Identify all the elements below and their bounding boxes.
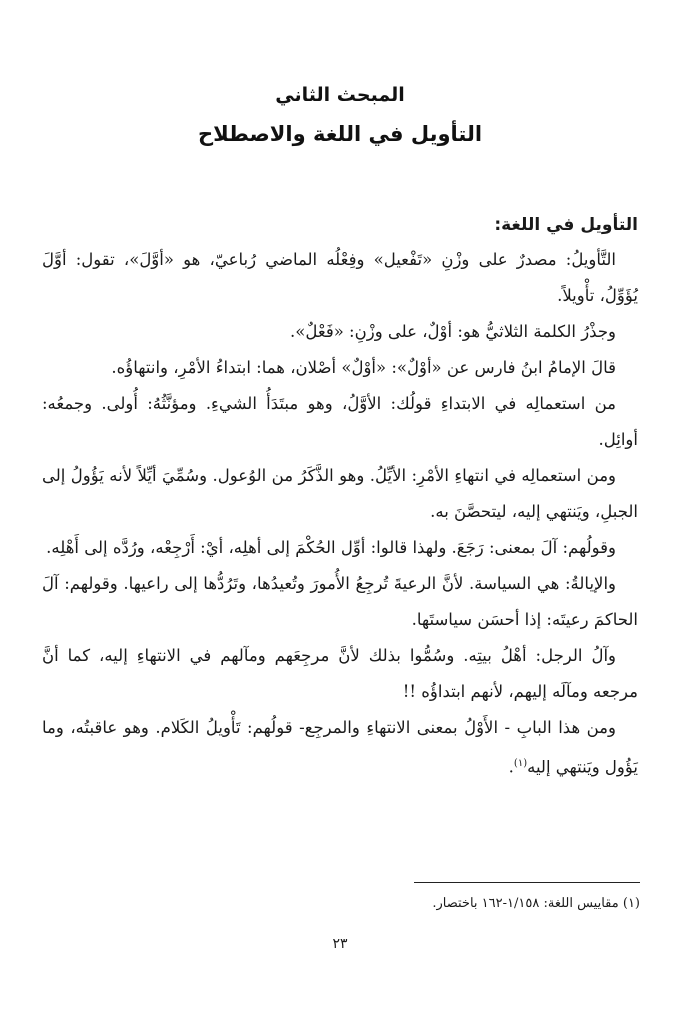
paragraph-end: ومن استعمالِه في انتهاءِ الأمْرِ: الأيِّلُ. وهو الذَّكَرُ من الوُعول. وسُمِّيَ أيِّلاً لأنه يَؤُولُ إلى الجبلِ، ويَنتهي إليه، ليتحصَّنَ به. xyxy=(42,466,638,521)
final-period: . xyxy=(508,757,514,777)
chapter-heading: المبحث الثاني xyxy=(275,84,405,106)
paragraph-interpretation xyxy=(42,710,638,786)
paragraph-beginning: من استعمالِه في الابتداءِ قولُك: الأوَّلُ، وهو مبتَدَأُ الشيءِ. ومؤنَّثُهُ: أُولى. وجمعُه: أوائِل. xyxy=(42,394,638,449)
subsection-title: التأويل في اللغة: xyxy=(494,215,638,235)
section-heading: التأويل في اللغة والاصطلاح xyxy=(197,122,483,146)
paragraph-interpretation-text: ومن هذا البابِ - الأَوْلُ بمعنى الانتهاءِ والمرجِع- قولُهم: تَأْويلُ الكَلام. وهو عاقبتُه، وما يَؤُول ويَنتهي إليه xyxy=(42,718,638,777)
footnote-reference[interactable]: (١) xyxy=(513,758,528,769)
paragraph-ibn-faris: قالَ الإمامُ ابنُ فارس عن «أوْلٌ»: «أوْلٌ» أصْلان، هما: ابتداءُ الأمْرِ، وانتهاؤُه. xyxy=(111,358,616,377)
paragraph-governance: والإيالةُ: هي السياسة. لأنَّ الرعيةَ تُرجِعُ الأُمورَ وتُعيدُها، وتَرُدُّها إلى راعيها. وقولهم: آلَ الحاكمَ رعيتَه: إذا أحسَن سياستَها. xyxy=(42,574,638,629)
paragraph-root: وجذْرُ الكلمة الثلاثيُّ هو: أوْلٌ، على وزْنِ: «فَعْلٌ». xyxy=(290,322,616,341)
page-number: ٢٣ xyxy=(332,936,348,952)
paragraph-family: وآلُ الرجل: أهْلُ بيتِه. وسُمُّوا بذلك لأنَّ مرجِعَهم ومآلهم في الانتهاءِ إليه، كما أنَّ مرجعه ومآلَه إليهم، لأنهم ابتداؤُه !! xyxy=(42,646,638,701)
paragraph-return: وقولُهم: آلَ بمعنى: رَجَعَ. ولهذا قالوا: أوِّل الحُكْمَ إلى أهلِه، أيْ: أَرْجِعْه، ورُدَّه إلى أَهْلِه. xyxy=(46,538,616,557)
footnote: (١) مقاييس اللغة: ١/١٥٨-١٦٢ باختصار. xyxy=(432,896,640,911)
footnote-divider xyxy=(414,882,640,883)
paragraph-definition: التَّأويلُ: مصدرٌ على وزْنِ «تَفْعيل» وفِعْلُه الماضي رُباعيّ، هو «أوَّلَ»، تقول: أوَّلَ يُؤَوِّلُ، تأْويلاً. xyxy=(42,250,638,305)
body-text xyxy=(42,208,638,786)
